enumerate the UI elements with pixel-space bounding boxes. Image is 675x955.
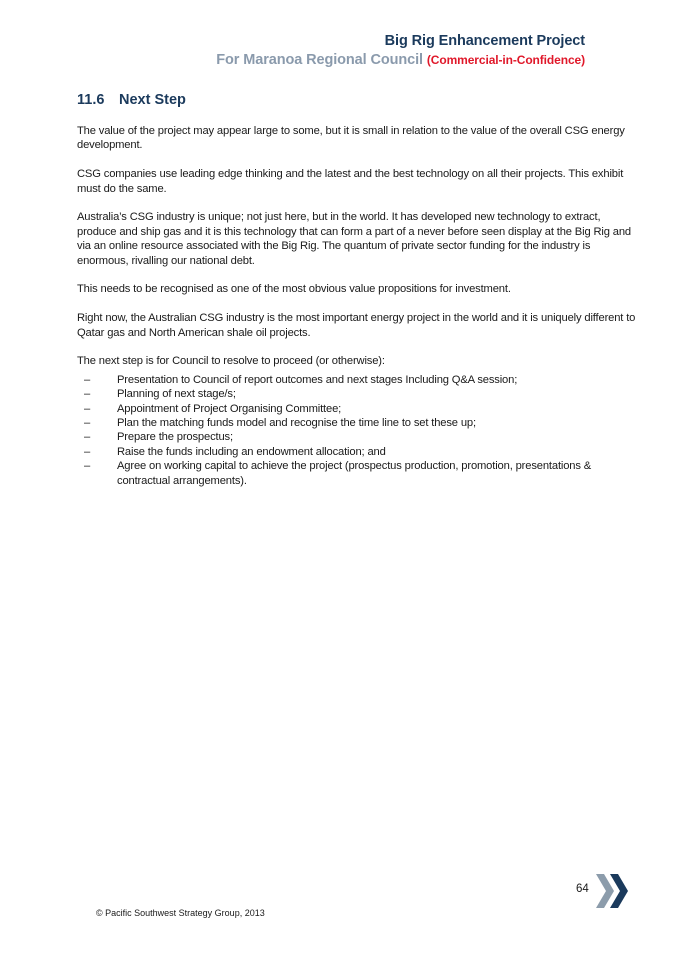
list-item (77, 373, 637, 387)
paragraph: The value of the project may appear large to some, but it is small in relation to the value of the overall CSG energy development. (77, 125, 625, 152)
list-item (77, 459, 637, 488)
dash-bullet: – (83, 431, 91, 444)
section-number: 11.6 (77, 92, 105, 108)
dash-bullet: – (83, 373, 91, 386)
next-steps-list (77, 373, 637, 488)
list-item-text: Raise the funds including an endowment allocation; and (117, 445, 386, 458)
list-item-text: Agree on working capital to achieve the project (prospectus production, promotion, presentations & contractual arrangements). (117, 460, 592, 487)
paragraph: Right now, the Australian CSG industry is the most important energy project in the world and it is uniquely different to Qatar gas and North American shale oil projects. (77, 312, 636, 339)
section-body (77, 124, 637, 488)
list-item (77, 445, 637, 459)
copyright-footer: © Pacific Southwest Strategy Group, 2013 (96, 908, 265, 918)
dash-bullet: – (83, 388, 91, 401)
dash-bullet: – (83, 417, 91, 430)
paragraph: The next step is for Council to resolve to proceed (or otherwise): (77, 355, 385, 368)
list-item (77, 402, 637, 416)
list-item (77, 416, 637, 430)
list-item-text: Planning of next stage/s; (117, 388, 236, 401)
list-item-text: Presentation to Council of report outcomes and next stages Including Q&A session; (117, 373, 518, 386)
list-item-text: Prepare the prospectus; (117, 431, 233, 444)
list-item (77, 387, 637, 401)
section-heading (77, 92, 186, 108)
paragraph: CSG companies use leading edge thinking and the latest and the best technology on all their projects. This exhibit must do the same. (77, 168, 624, 195)
dash-bullet: – (83, 460, 91, 473)
page-header (216, 32, 585, 70)
section-title: Next Step (119, 92, 186, 108)
paragraph: Australia’s CSG industry is unique; not just here, but in the world. It has developed new technology to extract, produce and ship gas and it is this technology that can form a part of a never before seen display at the Big Rig and via an online resource associated with the Big Rig. The quantum of private sector funding for the industry is enormous, rivalling our national debt. (77, 211, 631, 267)
client-name: For Maranoa Regional Council (216, 52, 423, 68)
document-subtitle (216, 51, 585, 70)
chevron-light (596, 874, 614, 908)
list-item-text: Appointment of Project Organising Committee; (117, 402, 342, 415)
dash-bullet: – (83, 445, 91, 458)
list-item (77, 430, 637, 444)
paragraph: This needs to be recognised as one of the most obvious value propositions for investment. (77, 283, 511, 296)
confidentiality-label: (Commercial-in-Confidence) (426, 53, 585, 67)
dash-bullet: – (83, 402, 91, 415)
page-number: 64 (576, 883, 589, 895)
double-chevron-right-icon (594, 871, 634, 911)
document-title: Big Rig Enhancement Project (384, 33, 585, 49)
list-item-text: Plan the matching funds model and recognise the time line to set these up; (117, 417, 476, 430)
